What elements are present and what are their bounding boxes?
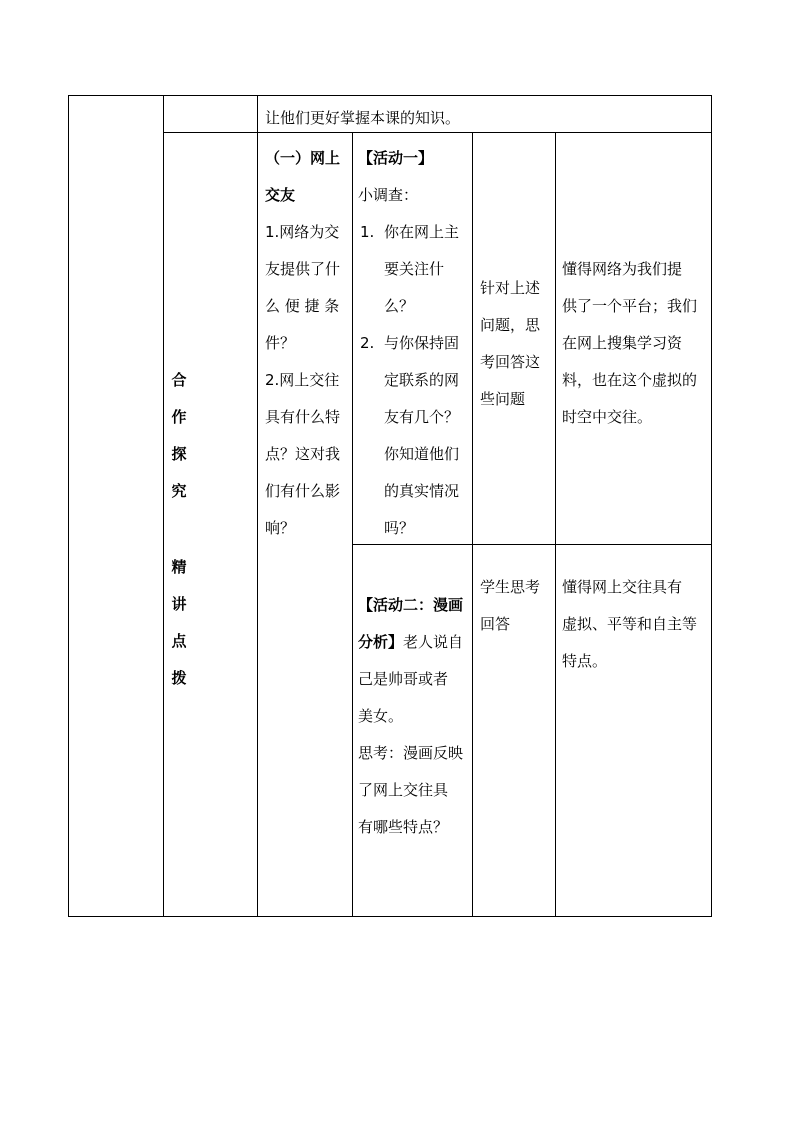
activity-one-subtitle: 小调查：	[358, 186, 419, 204]
content-line: 具有什么特	[265, 408, 341, 426]
activity-one-goal-line: 在网上搜集学习资	[562, 334, 683, 352]
content-line: 1.网络为交	[265, 223, 340, 241]
activity-one-item-line: 友有几个？	[384, 408, 460, 426]
activity-two-title: 【活动二：漫画	[358, 596, 464, 614]
activity-one-item-line: 的真实情况	[384, 482, 460, 500]
table-col-stage	[68, 95, 164, 917]
content-heading-line: 交友	[265, 186, 296, 204]
section-label-char: 作	[171, 408, 187, 426]
table-section-label-cell	[163, 132, 258, 917]
activity-one-item-line: 要关注什	[384, 260, 445, 278]
activity-two-student-line: 学生思考	[480, 578, 541, 596]
activity-two-goal-line: 特点。	[562, 652, 608, 670]
section-label-char: 合	[171, 371, 187, 389]
activity-two-line: 思考：漫画反映	[358, 744, 464, 762]
section-label-char: 拨	[171, 669, 187, 687]
activity-two-line: 己是帅哥或者	[358, 670, 449, 688]
activity-one-item-line: 么？	[384, 297, 415, 315]
content-line: 2.网上交往	[265, 371, 340, 389]
activity-one-item-line: 你在网上主	[384, 223, 460, 241]
content-line: 们有什么影	[265, 482, 341, 500]
activity-one-student-line: 些问题	[480, 390, 526, 408]
activity-one-student-line: 针对上述	[480, 279, 541, 297]
content-line: 点？这对我	[265, 445, 341, 463]
activity-two-goal-line: 懂得网上交往具有	[562, 578, 683, 596]
activity-one-item-line: 你知道他们	[384, 445, 460, 463]
activity-two-line: 有哪些特点？	[358, 818, 449, 836]
activity-one-item-line: 吗？	[384, 519, 415, 537]
content-line: 响？	[265, 519, 296, 537]
activity-one-item-number: 2.	[360, 334, 375, 352]
section-label-char: 讲	[171, 595, 187, 613]
activity-two-line: 美女。	[358, 707, 404, 725]
section-label-char: 探	[171, 445, 187, 463]
activity-one-item-line: 与你保持固	[384, 334, 460, 352]
activity-one-student-line: 问题，思	[480, 316, 541, 334]
activity-one-item-line: 定联系的网	[384, 371, 460, 389]
section-label-char: 点	[171, 632, 187, 650]
content-heading-line: （一）网上	[265, 149, 341, 167]
content-line: 件？	[265, 334, 296, 352]
table-top-label-cell	[163, 95, 258, 133]
activity-one-goal-line: 时空中交往。	[562, 408, 653, 426]
activity-one-goal-line: 懂得网络为我们提	[562, 260, 683, 278]
activity-one-item-number: 1.	[360, 223, 375, 241]
intro-text: 让他们更好掌握本课的知识。	[265, 109, 461, 127]
activity-one-student-line: 考回答这	[480, 353, 541, 371]
content-line: 么 便 捷 条	[265, 297, 340, 315]
section-label-char: 精	[171, 558, 187, 576]
section-label-char: 究	[171, 482, 187, 500]
activity-one-title: 【活动一】	[358, 149, 434, 167]
activity-two-title-rest: 老人说自	[403, 633, 464, 651]
activity-two-student-line: 回答	[480, 615, 511, 633]
activity-one-goal-line: 供了一个平台；我们	[562, 297, 698, 315]
activity-two-title-line	[358, 624, 463, 661]
activity-two-title-bold: 分析】	[358, 633, 404, 651]
activity-two-line: 了网上交往具	[358, 781, 449, 799]
activity-two-goal-line: 虚拟、平等和自主等	[562, 615, 698, 633]
activity-one-goal-line: 料，也在这个虚拟的	[562, 371, 698, 389]
content-line: 友提供了什	[265, 260, 341, 278]
